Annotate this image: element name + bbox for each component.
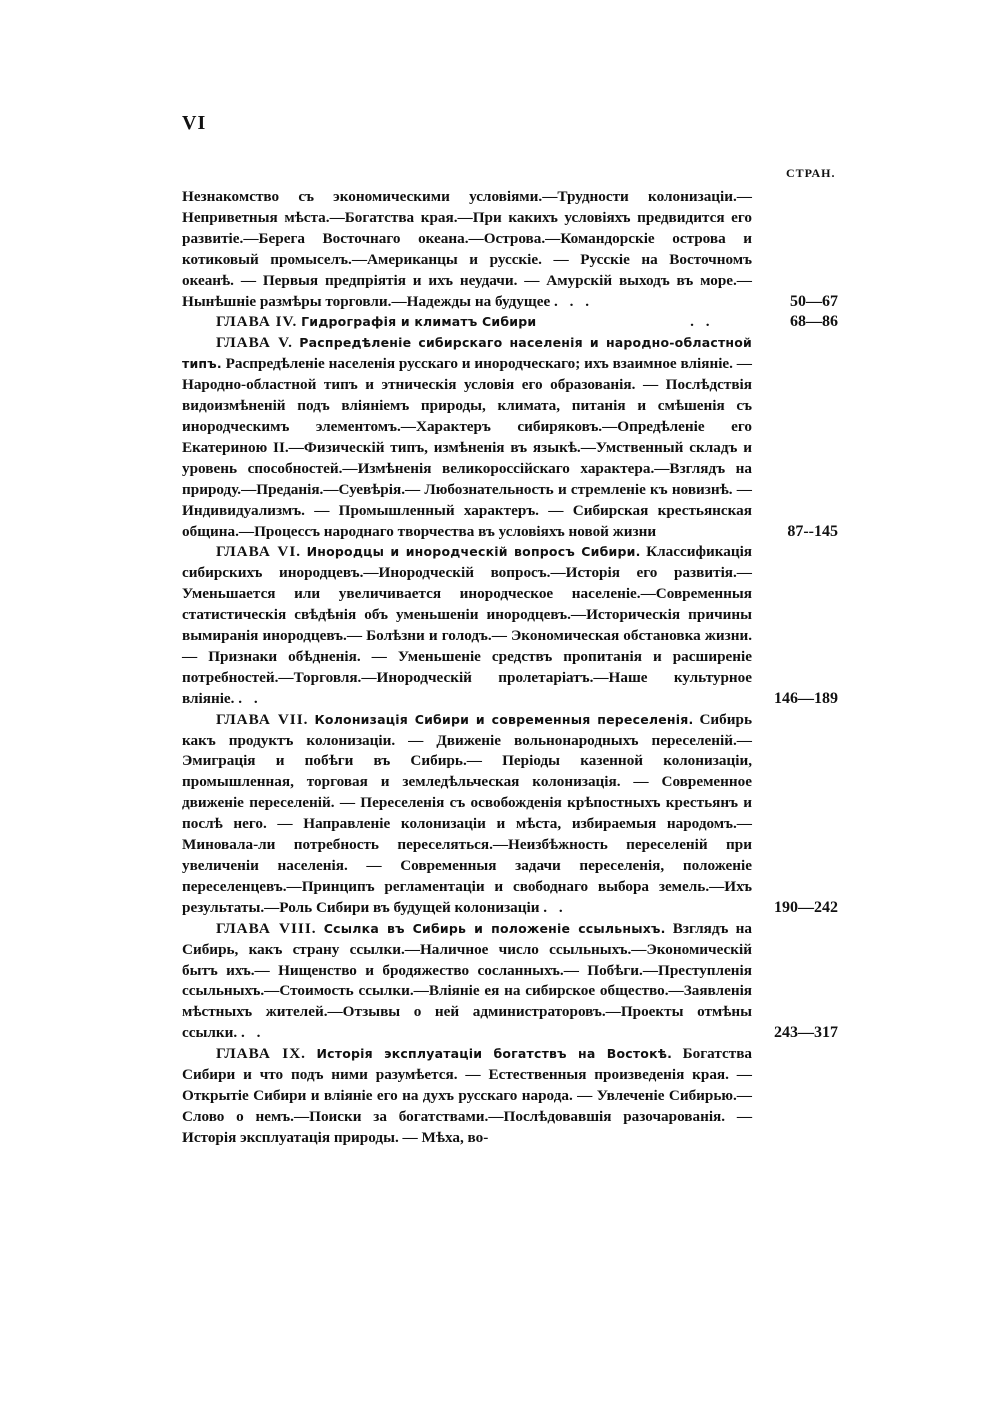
page-range: 87--145 — [787, 522, 838, 540]
entry-text — [182, 333, 752, 542]
page-range: 68—86 — [790, 313, 838, 331]
toc-entry — [182, 710, 838, 919]
table-of-contents — [182, 187, 838, 1149]
chapter-label: ГЛАВА V. — [216, 334, 293, 352]
page-range: 243—317 — [774, 1024, 838, 1042]
entry-text — [182, 919, 752, 1044]
entry-text — [182, 710, 752, 919]
entry-description: Распредѣленіе населенія русскаго и инородческаго; ихъ взаимное вліяніе. — Народно-областной типъ и этническія условія его образованія. — Послѣдствія видоизмѣненій подъ вліяніемъ природы, климата, питанія и смѣшенія съ инородческимъ элементомъ.—Характеръ сибиряковъ.—Опредѣленіе его Екатериною II.—Физическій типъ, измѣненія въ языкѣ.—Умственный складъ и уровень способностей.—Измѣненія великороссійскаго характера.—Взглядъ на природу.—Преданія.—Суевѣрія.— Любознательность и стремленіе къ новизнѣ. — Индивидуализмъ. — Промышленный характеръ. — Сибирская крестьянская община.—Процессъ народнаго творчества въ условіяхъ новой жизни — [182, 355, 752, 540]
chapter-label: ГЛАВА VII. — [216, 710, 309, 728]
entry-text — [182, 312, 752, 333]
chapter-title: Ссылка въ Сибирь и положеніе ссыльныхъ. — [323, 920, 666, 936]
entry-text — [182, 542, 752, 709]
column-header-pages: СТРАН. — [786, 166, 836, 180]
toc-entry — [182, 542, 838, 709]
leader-dots: . . . — [554, 292, 593, 310]
page-range: 146—189 — [774, 689, 838, 707]
entry-description: Сибирь какъ продуктъ колонизаціи. — Движеніе вольнонародныхъ переселеній.—Эмиграція и побѣги въ Сибирь.— Періоды казенной колонизаціи, промышленная, торговая и земледѣльческая колонизація. — Современное движеніе переселеній. — Переселенія съ освобожденія крѣпостныхъ крестьянъ и послѣ него. — Направленіе колонизаціи и мѣста, избираемыя народомъ.—Миновала-ли потребность переселяться.—Неизбѣжность переселеній при увеличеніи населенія. — Современныя задачи переселенія, положеніе переселенцевъ.—Принципъ регламентаціи и свободнаго выбора земель.—Ихъ результаты.—Роль Сибири въ будущей колонизаціи — [182, 710, 753, 916]
leader-dots: . . — [543, 898, 567, 916]
page-range: 50—67 — [790, 292, 838, 310]
entry-description: Богатства Сибири и что подъ ними разумѣется. — Естественныя произведенія края. — Открытіе Сибири и вліяніе его на духъ русскаго народа. — Увлеченіе Сибирью.—Слово о немъ.—Поиски за богатствами.—Послѣдовавшія разочарованія. — Исторія эксплуатація природы. — Мѣха, во- — [182, 1045, 753, 1146]
chapter-title: Исторія эксплуатаціи богатствъ на Востокѣ. — [316, 1046, 673, 1062]
toc-entry — [182, 312, 838, 333]
chapter-title: Инородцы и инородческій вопросъ Сибири. — [306, 544, 641, 560]
page-number: VI — [182, 112, 207, 134]
chapter-label: ГЛАВА VI. — [216, 543, 302, 561]
chapter-title: Колонизація Сибири и современныя переселенія. — [314, 711, 694, 727]
toc-entry — [182, 333, 838, 542]
leader-dots: . . — [238, 689, 262, 707]
entry-text — [182, 1044, 752, 1149]
chapter-title: Распредѣленіе сибирскаго населенія и народно-областной типъ. — [182, 335, 752, 372]
leader-dots: . . — [690, 313, 714, 331]
chapter-label: ГЛАВА IX. — [216, 1045, 306, 1063]
entry-description: Классификація сибирскихъ инородцевъ.—Инородческій вопросъ.—Исторія его развитія.—Уменьшается или увеличивается инородческое населеніе.—Современныя статистическія свѣдѣнія объ уменьшеніи инородцевъ.—Историческія причины вымиранія инородцевъ.— Болѣзни и голодъ.— Экономическая обстановка жизни. — Признаки обѣдненія. — Уменьшеніе средствъ пропитанія и расширеніе потребностей.—Торговля.—Инородческій пролетаріатъ.—Наше культурное вліяніе. — [182, 543, 753, 707]
toc-entry — [182, 1044, 838, 1149]
entry-text — [182, 187, 752, 312]
toc-entry — [182, 919, 838, 1044]
leader-dots: . . — [240, 1024, 265, 1042]
toc-entry — [182, 187, 838, 312]
entry-description: Взглядъ на Сибирь, какъ страну ссылки.—Наличное число ссыльныхъ.—Экономическій бытъ ихъ.— Нищенство и бродяжество сосланныхъ.— Побѣги.—Преступленія ссыльныхъ.—Стоимость ссылки.—Вліяніе ея на сибирское общество.—Заявленія мѣстныхъ жителей.—Отзывы о ней администраторовъ.—Проекты отмѣны ссылки. — [182, 919, 753, 1042]
chapter-label: ГЛАВА VIII. — [216, 919, 317, 937]
chapter-label: ГЛАВА IV. — [216, 313, 298, 331]
page-range: 190—242 — [774, 898, 838, 916]
chapter-title: Гидрографія и климатъ Сибири — [301, 314, 537, 330]
entry-description: Незнакомство съ экономическими условіями.—Трудности колонизаціи.—Неприветныя мѣста.—Богатства края.—При какихъ условіяхъ предвидится его развитіе.—Берега Восточнаго океана.—Острова.—Командорскіе острова и котиковый промыселъ.—Американцы и русскіе. — Русскіе на Восточномъ океанѣ. — Первыя предпріятія и ихъ неудачи. — Амурскій выходъ въ море.—Нынѣшніе размѣры торговли.—Надежды на будущее — [182, 188, 752, 310]
